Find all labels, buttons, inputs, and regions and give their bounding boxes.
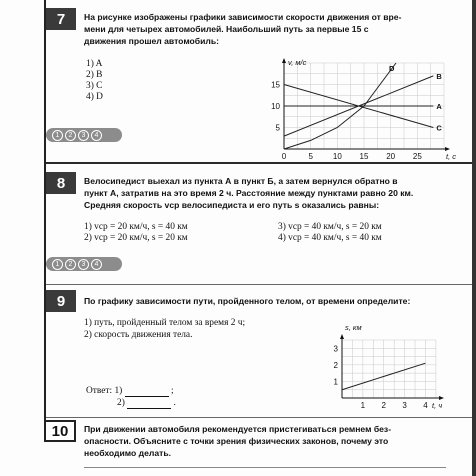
velocity-time-chart (262, 55, 458, 165)
question-9-number: 9 (46, 290, 76, 312)
q7-answer-circle-2[interactable]: 2 (65, 130, 76, 141)
series-label-d: D (389, 64, 395, 73)
q7-answer-circle-1[interactable]: 1 (52, 130, 63, 141)
q7-option-3[interactable]: 3) C (86, 81, 103, 91)
section-divider (46, 417, 472, 418)
x-axis-arrow (445, 147, 450, 151)
g9-grid (342, 340, 436, 398)
y-axis-label: v, м/с (288, 58, 307, 67)
q8-option-3[interactable]: 3) vср = 40 км/ч, s = 20 км (278, 222, 382, 232)
series-label-c: C (436, 123, 442, 133)
y-axis-arrow (282, 58, 286, 63)
question-8-text-line-3: Средняя скорость vср велосипедиста и его путь s оказались равны: (84, 200, 380, 210)
section-divider (46, 162, 472, 164)
q9-answer-sep: ; (170, 386, 174, 396)
chart-series (284, 63, 442, 149)
series-label-a: A (436, 102, 442, 111)
q7-answer-circle-4[interactable]: 4 (91, 130, 102, 141)
q7-option-2[interactable]: 2) B (86, 70, 103, 80)
q7-option-4[interactable]: 4) D (86, 92, 103, 102)
x-axis-label: t, ч (432, 401, 443, 410)
q9-item-2: 2) скорость движения тела. (84, 330, 193, 340)
x-tick-label: 15 (359, 152, 369, 161)
g9-axes (340, 334, 444, 400)
x-tick-label: 3 (402, 401, 407, 410)
question-7-text-line-1: На рисунке изображены графики зависимости скорости движения от вре- (84, 12, 402, 22)
y-axis-label: s, км (345, 323, 362, 332)
q9-answer-row-2 (117, 398, 176, 409)
x-tick-label: 0 (281, 152, 287, 161)
y-tick-label: 3 (333, 344, 338, 354)
question-10-number: 10 (44, 420, 76, 442)
chart-axes (282, 58, 450, 151)
x-axis-arrow (439, 396, 444, 400)
q10-answer-line[interactable] (84, 467, 446, 468)
y-tick-label: 2 (333, 360, 338, 370)
distance-time-graph (316, 322, 450, 414)
question-10-text-line-3: необходимо делать. (84, 448, 171, 458)
q9-answer-end: . (173, 398, 176, 408)
y-tick-label: 10 (271, 102, 280, 111)
g9-labels (345, 323, 442, 410)
q8-answer-circle-3[interactable]: 3 (78, 259, 89, 270)
x-tick-label: 2 (381, 401, 386, 410)
y-tick-label: 5 (275, 123, 280, 133)
section-divider (46, 284, 472, 285)
x-tick-label: 20 (386, 152, 396, 161)
q7-option-1[interactable]: 1) A (86, 59, 103, 69)
question-8-number: 8 (46, 172, 76, 194)
y-axis-arrow (340, 334, 344, 339)
q8-option-4[interactable]: 4) vср = 40 км/ч, s = 40 км (278, 233, 382, 243)
x-tick-label: 10 (332, 152, 342, 161)
question-7-text-line-2: мени для четырех автомобилей. Наибольший путь за первые 15 с (84, 24, 369, 34)
x-tick-label: 5 (308, 152, 313, 161)
x-tick-label: 4 (423, 401, 428, 410)
q8-answer-circle-4[interactable]: 4 (91, 259, 102, 270)
y-tick-label: 1 (333, 377, 338, 387)
x-tick-label: 25 (412, 152, 422, 161)
q8-answer-circle-2[interactable]: 2 (65, 259, 76, 270)
q8-option-1[interactable]: 1) vср = 20 км/ч, s = 40 км (84, 222, 188, 232)
question-7-number: 7 (46, 8, 76, 30)
page-edge (472, 0, 476, 476)
q8-option-2[interactable]: 2) vср = 20 км/ч, s = 20 км (84, 233, 188, 243)
q9-answer-label: Ответ: 1) (86, 386, 123, 396)
question-9-text-line-1: По графику зависимости пути, пройденного телом, от времени определите: (84, 296, 411, 306)
q9-answer-row-1 (86, 386, 174, 397)
left-margin-bar (44, 0, 46, 420)
question-10-text-line-2: опасности. Объясните с точки зрения физических законов, почему это (84, 436, 389, 446)
question-8-text-line-1: Велосипедист выехал из пункта А в пункт Б, а затем вернулся обратно в (84, 176, 398, 186)
x-tick-label: 1 (360, 401, 366, 410)
question-8-text-line-2: пункт А, затратив на это время 2 ч. Расстояние между пунктами равно 20 км. (84, 188, 414, 198)
q9-answer-field-2[interactable] (127, 400, 171, 409)
y-tick-label: 15 (271, 80, 280, 90)
question-10-text-line-1: При движении автомобиля рекомендуется пристегиваться ремнем без- (84, 424, 392, 434)
q7-answer-strip (46, 128, 122, 142)
series-label-b: B (436, 71, 442, 81)
q9-answer-field-1[interactable] (125, 388, 169, 397)
q8-answer-strip (46, 257, 122, 271)
q7-answer-circle-3[interactable]: 3 (78, 130, 89, 141)
q8-answer-circle-1[interactable]: 1 (52, 259, 63, 270)
q9-item-1: 1) путь, пройденный телом за время 2 ч; (84, 318, 246, 328)
q9-answer-label-2: 2) (117, 398, 125, 408)
question-7-text-line-3: движения прошел автомобиль: (84, 36, 220, 46)
x-axis-label: t, с (446, 152, 457, 161)
